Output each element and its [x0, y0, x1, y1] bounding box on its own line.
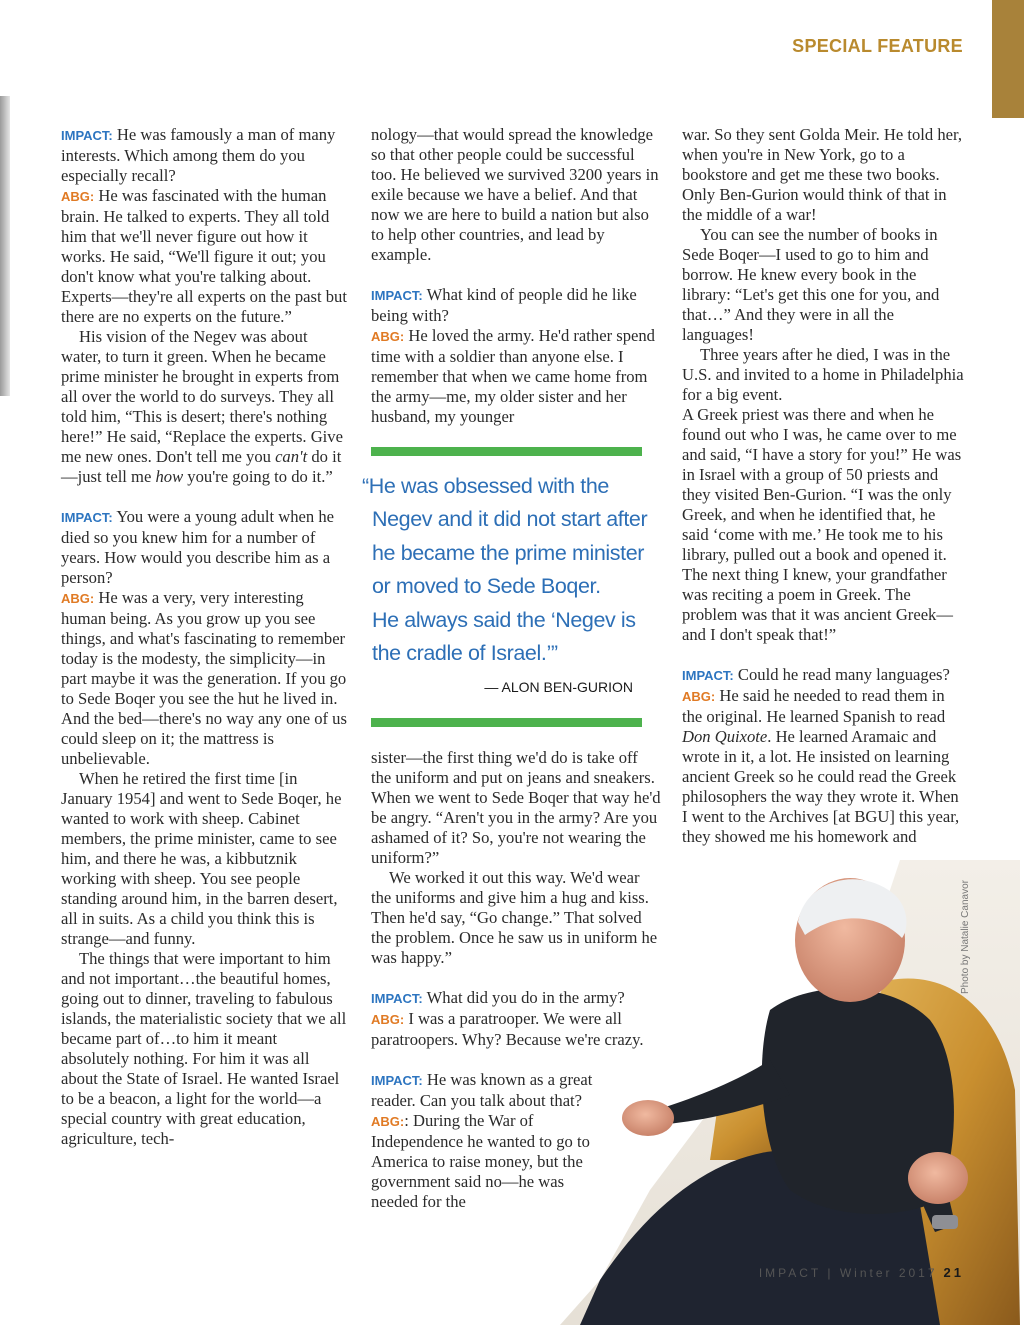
question-text: Could he read many languages?	[737, 665, 950, 684]
wristwatch	[932, 1215, 958, 1229]
paragraph: You can see the number of books in Sede Boqer—I used to go to him and borrow. He knew every book in the library: “Let's get this one for you, and that…” And they were in all the languages!	[682, 225, 940, 344]
page-number: 21	[943, 1265, 964, 1280]
answer-1	[61, 186, 347, 327]
question-1	[61, 125, 347, 186]
question-3	[371, 285, 661, 326]
answer-2	[61, 588, 347, 769]
question-text: What did you do in the army?	[426, 988, 625, 1007]
section-tab	[992, 0, 1024, 118]
pull-quote-line: or moved to Sede Boqer.	[372, 574, 601, 599]
impact-label: IMPACT:	[61, 510, 113, 525]
article-column-3	[682, 125, 966, 847]
question-text: You were a young adult when he died so you knew him for a number of years. How would you describe him as a person?	[61, 507, 334, 587]
abg-label: ABG:	[371, 1012, 405, 1027]
article-column-2-top	[371, 125, 661, 427]
answer-4	[371, 1009, 661, 1050]
answer-text: He was a very, very interesting human being. As you grow up you see things, and what's fascinating to remember today is the modesty, the simplicity—in part maybe it was the generation. If you go to Sede Boqer you see the hut he lived in. And the bed—there's no way any one of us could sleep on it; the mattress is unbelievable.	[61, 588, 347, 768]
answer-6: ABG: He said he needed to read them in the original. He learned Spanish to read Don Quixote. He learned Aramaic and wrote in it, a lot. He insisted on learning ancient Greek so he could read the Greek philosophers the way they wrote it. When I went to the Archives [at BGU] this year, they showed me his homework and	[682, 686, 960, 846]
paragraph: The things that were important to him and not important…the beautiful homes, going out to dinner, traveling to fabulous islands, the materialistic society that we all became part of…to him it meant absolutely nothing. For him it was all about the State of Israel. He wanted Israel to be a beacon, a light for the world—a special country with great education, agriculture, tech-	[61, 949, 347, 1148]
question-text: He was famously a man of many interests. Which among them do you especially recall?	[61, 125, 336, 185]
answer-text: He was fascinated with the human brain. He talked to experts. They all told him that we'll never figure out how it works. He said, “We'll figure it out; you don't know what you're talking about. Experts—they're all experts on the past but there are no experts on the future.”	[61, 186, 347, 326]
question-text: He was known as a great reader. Can you talk about that?	[371, 1070, 593, 1110]
paragraph: Three years after he died, I was in the U.S. and invited to a home in Philadelphia for a big event.	[682, 345, 964, 404]
question-2	[61, 507, 347, 588]
impact-label: IMPACT:	[371, 991, 423, 1006]
pull-quote-attribution: — ALON BEN-GURION	[484, 679, 633, 695]
paragraph: war. So they sent Golda Meir. He told her, when you're in New York, go to a bookstore and get me these two books. Only Ben-Gurion would think of that in the middle of a war!	[682, 125, 962, 224]
abg-label: ABG:	[682, 689, 716, 704]
question-4	[371, 988, 661, 1009]
impact-label: IMPACT:	[371, 1073, 423, 1088]
answer-3	[371, 326, 661, 427]
article-column-2-bottom	[371, 748, 661, 1212]
pull-quote-rule-bottom	[371, 718, 642, 727]
question-5	[371, 1070, 611, 1111]
paragraph: We worked it out this way. We'd wear the uniforms and give him a hug and kiss. Then he'd say, “Go change.” That solved the problem. Once he saw us in uniform he was happy.”	[371, 868, 658, 967]
pull-quote-line: He always said the ‘Negev is	[372, 607, 636, 632]
impact-label: IMPACT:	[682, 668, 734, 683]
answer-text: : During the War of Independence he wanted to go to America to raise money, but the government said no—he was needed for the	[371, 1111, 590, 1211]
paragraph: His vision of the Negev was about water, to turn it green. When he became prime minister he brought in experts from all over the world to do surveys. They all told him, “This is desert; there's nothing here!” He said, “Replace the experts. Give me new ones. Don't tell me you can't do it—just tell me how you're going to do it.”	[61, 327, 343, 486]
article-column-1	[61, 125, 347, 1149]
impact-label: IMPACT:	[371, 288, 423, 303]
abg-label: ABG:	[61, 189, 95, 204]
pull-quote-line: Negev and it did not start after	[372, 507, 648, 532]
pull-quote	[362, 470, 662, 670]
question-text: What kind of people did he like being with?	[371, 285, 637, 325]
pull-quote-rule-top	[371, 447, 642, 456]
impact-label: IMPACT:	[61, 128, 113, 143]
paragraph: A Greek priest was there and when he found out who I was, he came over to me and said, “I have a story for you!” He was in Israel with a group of 50 priests and they visited Ben-Gurion. “I was the only Greek, and when he identified that, he said ‘come with me.’ He took me to his library, pulled out a book and opened it. The next thing I knew, your grandfather was reciting a poem in Greek. The problem was that it was ancient Greek—and I don't speak that!”	[682, 405, 962, 644]
paragraph: sister—the first thing we'd do is take off the uniform and put on jeans and sneakers. When we went to Sede Boqer that way he'd be angry. “Aren't you in the army? Are you ashamed of it? So, you're not wearing the uniform?”	[371, 748, 661, 867]
abg-label: ABG:	[371, 1114, 405, 1129]
pull-quote-line: the cradle of Israel.’”	[372, 641, 558, 666]
page-edge-shadow	[0, 96, 10, 396]
photo-credit: Photo by Natalie Canavor	[960, 880, 971, 994]
section-label: SPECIAL FEATURE	[792, 36, 963, 56]
pull-quote-line: he became the prime minister	[372, 540, 645, 565]
abg-label: ABG:	[61, 591, 95, 606]
answer-text: I was a paratrooper. We were all paratroopers. Why? Because we're crazy.	[371, 1009, 644, 1049]
abg-label: ABG:	[371, 329, 405, 344]
pull-quote-line: “He was obsessed with the	[362, 474, 609, 498]
right-hand	[908, 1152, 968, 1204]
publication-name: IMPACT | Winter 2017	[758, 1266, 938, 1280]
question-6	[682, 665, 966, 686]
paragraph: When he retired the first time [in January 1954] and went to Sede Boqer, he wanted to work with sheep. Cabinet members, the prime minister, came to see him, and there he was, a kibbutznik working with sheep. You see people standing around him, in the barren desert, all in suits. As a child you think this is strange—and funny.	[61, 769, 342, 948]
paragraph: nology—that would spread the knowledge so that other people could be successful too. He believed we survived 3200 years in exile because we have a belief. And that now we are here to build a nation but also to help other countries, and lead by example.	[371, 125, 659, 264]
answer-text: He loved the army. He'd rather spend time with a soldier than anyone else. I remember that when we came home from the army—me, my older sister and her husband, my younger	[371, 326, 655, 426]
answer-5	[371, 1111, 606, 1212]
page-footer	[759, 1265, 964, 1280]
